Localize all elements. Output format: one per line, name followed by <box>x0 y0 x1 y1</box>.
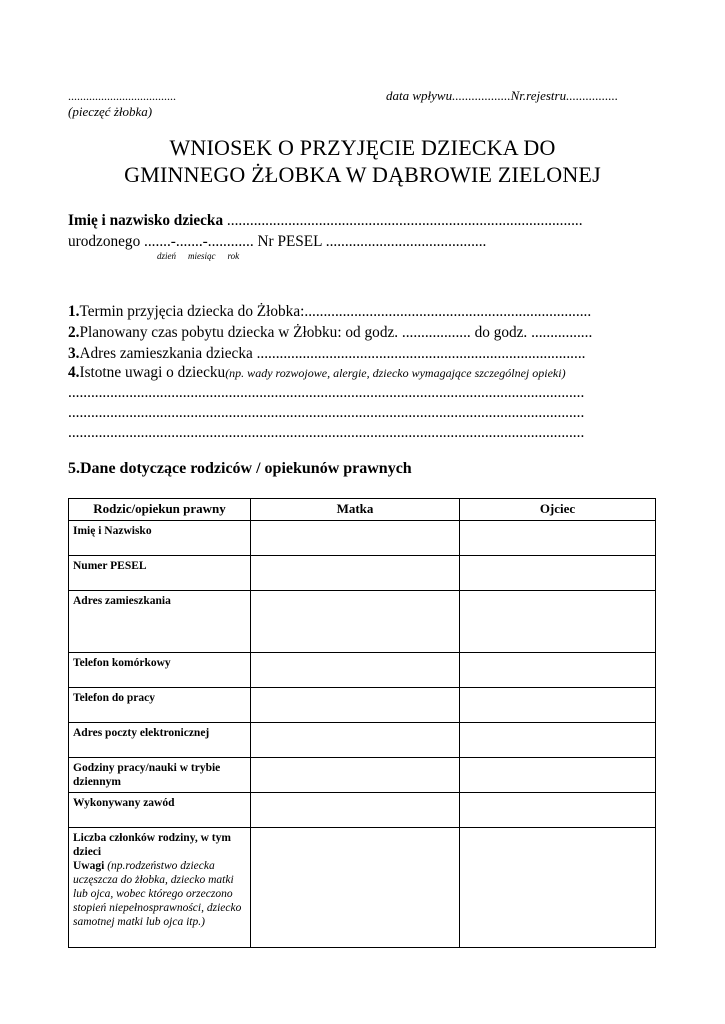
mother-cell[interactable] <box>251 688 460 723</box>
remarks-line-1[interactable]: ....................................................................................................................................... <box>68 384 585 401</box>
hint-month: miesiąc <box>188 251 216 261</box>
row-label: Adres zamieszkania <box>69 591 251 653</box>
question-note: (np. wady rozwojowe, alergie, dziecko wymagające szczególnej opieki) <box>225 366 566 380</box>
father-cell[interactable] <box>460 521 656 556</box>
child-name-dots: ............................................................................................. <box>223 212 583 229</box>
remarks-note: (np.rodzeństwo dziecka uczęszcza do żłobka, dziecko matki lub ojca, wobec którego orzeczono stopień niepełnosprawności, dziecko samotnej matki lub ojca itp.) <box>73 860 242 928</box>
stamp-dots: .................................... <box>68 89 176 103</box>
hint-day: dzień <box>157 251 176 261</box>
table-row <box>69 758 656 793</box>
receipt-info: data wpływu..................Nr.rejestru................ <box>386 88 619 103</box>
table-row <box>69 828 656 948</box>
row-label: Telefon komórkowy <box>69 653 251 688</box>
father-cell[interactable] <box>460 653 656 688</box>
mother-cell[interactable] <box>251 521 460 556</box>
header-parent: Rodzic/opiekun prawny <box>69 499 251 521</box>
header-father: Ojciec <box>460 499 656 521</box>
hint-year: rok <box>227 251 240 261</box>
child-name-field[interactable] <box>68 212 583 230</box>
remarks-line-3[interactable]: ....................................................................................................................................... <box>68 424 585 441</box>
question-start-date[interactable] <box>68 303 591 321</box>
question-number: 1. <box>68 303 80 320</box>
row-label: Numer PESEL <box>69 556 251 591</box>
table-header-row <box>69 499 656 521</box>
row-label-family <box>69 828 251 948</box>
document-title-line-1: WNIOSEK O PRZYJĘCIE DZIECKA DO <box>169 135 556 160</box>
remarks-line-2[interactable]: ....................................................................................................................................... <box>68 404 585 421</box>
row-label: Telefon do pracy <box>69 688 251 723</box>
table-row <box>69 793 656 828</box>
row-label: Godziny pracy/nauki w trybie dziennym <box>69 758 251 793</box>
question-text: Istotne uwagi o dziecku <box>79 364 226 381</box>
father-cell[interactable] <box>460 828 656 948</box>
mother-cell[interactable] <box>251 591 460 653</box>
table-row <box>69 723 656 758</box>
question-remarks <box>68 364 566 382</box>
parents-table <box>68 498 656 948</box>
father-cell[interactable] <box>460 723 656 758</box>
table-row <box>69 688 656 723</box>
father-cell[interactable] <box>460 688 656 723</box>
question-text: Adres zamieszkania dziecka ...................................................................................... <box>79 345 586 362</box>
document-title-line-2: GMINNEGO ŻŁOBKA W DĄBROWIE ZIELONEJ <box>124 162 601 187</box>
table-row <box>69 521 656 556</box>
mother-cell[interactable] <box>251 758 460 793</box>
mother-cell[interactable] <box>251 653 460 688</box>
father-cell[interactable] <box>460 793 656 828</box>
father-cell[interactable] <box>460 591 656 653</box>
date-hints <box>157 251 251 261</box>
question-address[interactable] <box>68 345 585 363</box>
child-name-label: Imię i nazwisko dziecka <box>68 212 224 229</box>
table-row <box>69 591 656 653</box>
question-text: Termin przyjęcia dziecka do Żłobka:........................................................................... <box>79 303 592 320</box>
father-cell[interactable] <box>460 556 656 591</box>
mother-cell[interactable] <box>251 723 460 758</box>
mother-cell[interactable] <box>251 556 460 591</box>
question-text: Planowany czas pobytu dziecka w Żłobku: od godz. .................. do godz. ................ <box>79 324 593 341</box>
question-number: 4. <box>68 364 80 381</box>
child-birth-pesel-field[interactable]: urodzonego .......-.......-............ Nr PESEL .......................................... <box>68 233 487 250</box>
remarks-label: Uwagi <box>73 860 105 872</box>
section-5-title: 5.Dane dotyczące rodziców / opiekunów prawnych <box>68 460 412 477</box>
row-label: Wykonywany zawód <box>69 793 251 828</box>
row-label: Imię i Nazwisko <box>69 521 251 556</box>
question-number: 2. <box>68 324 80 341</box>
mother-cell[interactable] <box>251 793 460 828</box>
table-row <box>69 653 656 688</box>
row-label: Adres poczty elektronicznej <box>69 723 251 758</box>
mother-cell[interactable] <box>251 828 460 948</box>
table-row <box>69 556 656 591</box>
header-mother: Matka <box>251 499 460 521</box>
father-cell[interactable] <box>460 758 656 793</box>
question-stay-hours[interactable] <box>68 324 592 342</box>
family-count-label: Liczba członków rodziny, w tym dzieci <box>73 832 231 858</box>
question-number: 3. <box>68 345 80 362</box>
stamp-label: (pieczęć żłobka) <box>68 104 153 119</box>
